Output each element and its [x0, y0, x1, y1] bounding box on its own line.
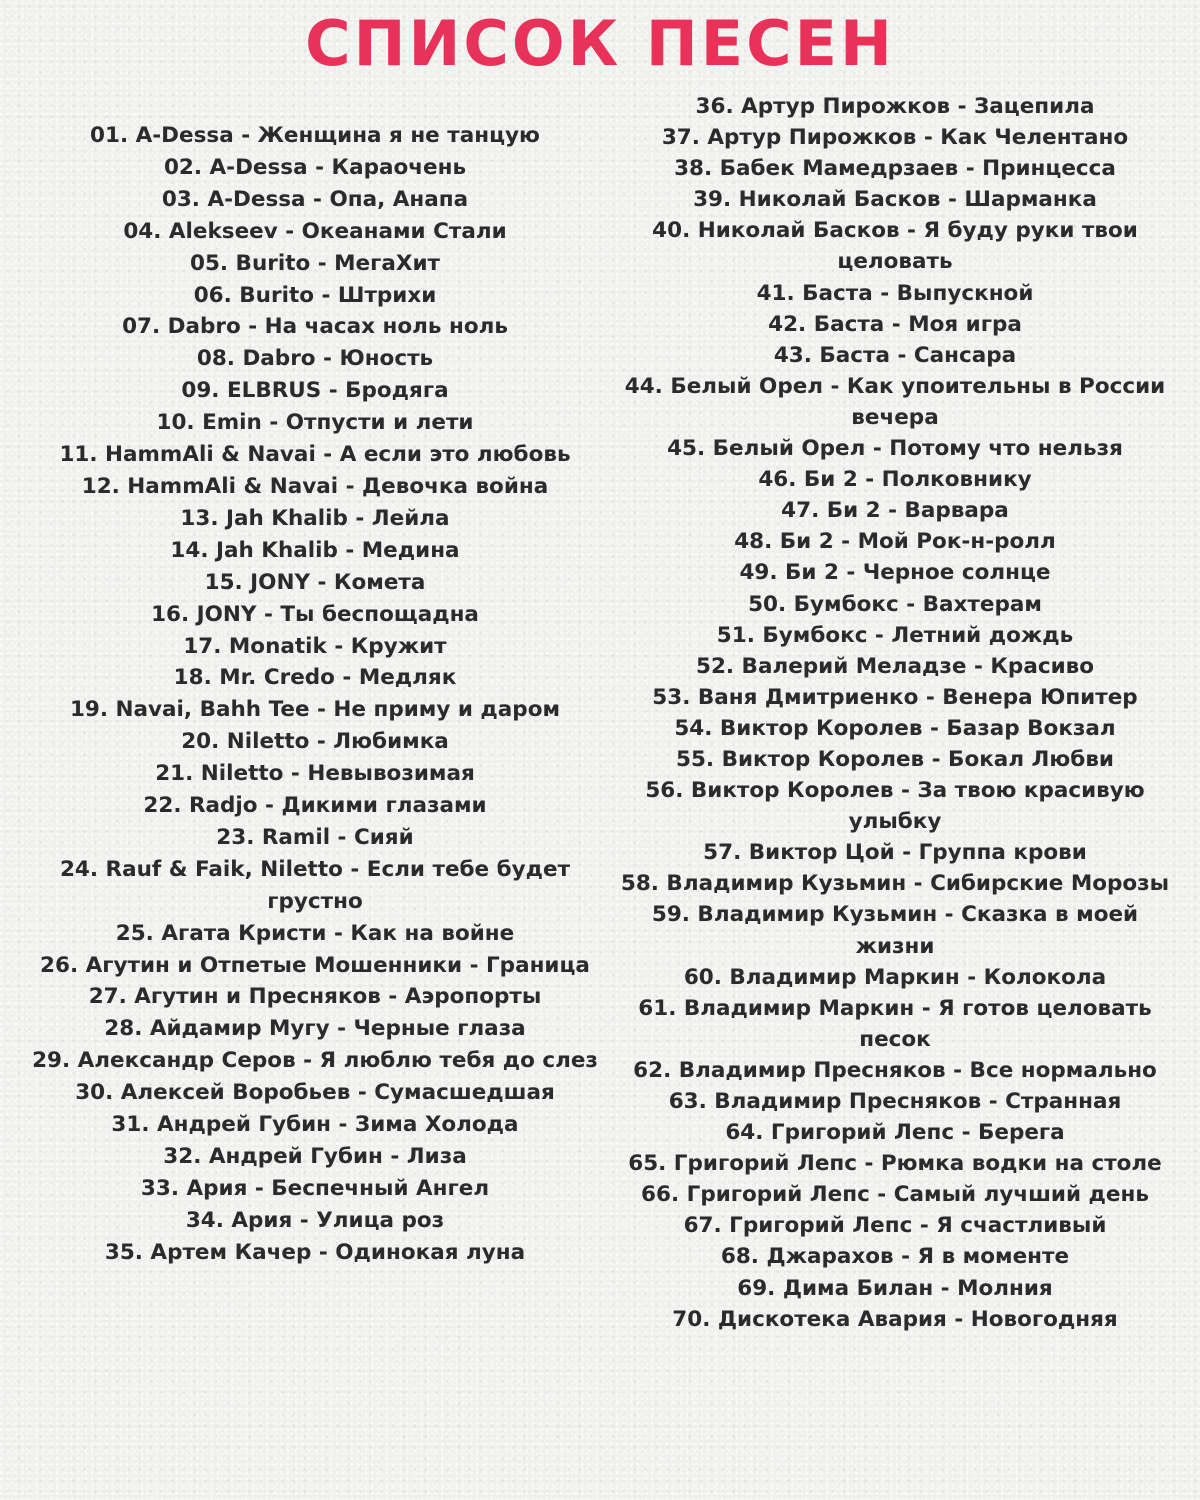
- song-item: 58. Владимир Кузьмин - Сибирские Морозы: [620, 871, 1170, 897]
- song-item: 42. Баста - Моя игра: [768, 311, 1022, 337]
- song-item: 22. Radjo - Дикими глазами: [143, 793, 487, 819]
- song-item: 01. A-Dessa - Женщина я не танцую: [90, 123, 540, 148]
- song-item: 44. Белый Орел - Как упоительны в России вечера: [624, 373, 1166, 430]
- song-item: 21. Niletto - Невывозимая: [155, 761, 475, 787]
- song-item: 35. Артем Качер - Одинокая луна: [104, 1239, 526, 1265]
- song-item: 43. Баста - Сансара: [773, 342, 1017, 368]
- song-item: 15. JONY - Комета: [204, 569, 426, 595]
- song-item: 70. Дискотека Авария - Новогодняя: [672, 1306, 1118, 1332]
- song-item: 37. Артур Пирожков - Как Челентано: [661, 125, 1129, 151]
- song-item: 57. Виктор Цой - Группа крови: [703, 840, 1087, 866]
- song-item: 63. Владимир Пресняков - Странная: [668, 1089, 1122, 1114]
- song-item: 69. Дима Билан - Молния: [737, 1275, 1053, 1301]
- song-item: 09. ELBRUS - Бродяга: [181, 378, 449, 404]
- song-item: 53. Ваня Дмитриенко - Венера Юпитер: [652, 684, 1138, 710]
- song-item: 04. Alekseev - Океанами Стали: [123, 218, 507, 244]
- song-item: 12. HammAli & Navai - Девочка война: [81, 473, 549, 499]
- song-item: 51. Бумбокс - Летний дождь: [716, 622, 1074, 648]
- song-item: 14. Jah Khalib - Медина: [170, 537, 460, 563]
- song-item: 52. Валерий Меладзе - Красиво: [695, 653, 1095, 679]
- song-item: 48. Би 2 - Мой Рок-н-ролл: [734, 529, 1056, 555]
- song-list-right: [610, 91, 1180, 1335]
- song-item: 28. Айдамир Мугу - Черные глаза: [104, 1016, 526, 1042]
- song-item: 08. Dabro - Юность: [196, 346, 434, 372]
- song-item: 39. Николай Басков - Шарманка: [693, 187, 1097, 213]
- song-item: 36. Артур Пирожков - Зацепила: [695, 94, 1095, 119]
- song-item: 64. Григорий Лепс - Берега: [725, 1120, 1065, 1146]
- song-item: 61. Владимир Маркин - Я готов целовать песок: [638, 995, 1152, 1052]
- song-item: 62. Владимир Пресняков - Все нормально: [633, 1057, 1157, 1083]
- song-item: 33. Ария - Беспечный Ангел: [140, 1175, 490, 1201]
- song-item: 19. Navai, Bahh Tee - Не приму и даром: [69, 697, 561, 723]
- song-item: 20. Niletto - Любимка: [181, 729, 449, 755]
- song-item: 29. Александр Серов - Я люблю тебя до слез: [32, 1048, 598, 1074]
- song-item: 60. Владимир Маркин - Колокола: [683, 964, 1107, 990]
- song-item: 03. A-Dessa - Опа, Анапа: [161, 186, 469, 212]
- song-item: 30. Алексей Воробьев - Сумасшедшая: [75, 1080, 555, 1106]
- song-item: 18. Mr. Credo - Медляк: [173, 665, 457, 691]
- song-item: 46. Би 2 - Полковнику: [758, 467, 1032, 493]
- page-title: СПИСОК ПЕСЕН: [305, 7, 895, 80]
- song-item: 40. Николай Басков - Я буду руки твои целовать: [652, 218, 1138, 275]
- song-item: 49. Би 2 - Черное солнце: [739, 560, 1051, 586]
- song-item: 47. Би 2 - Варвара: [781, 498, 1009, 524]
- song-item: 17. Monatik - Кружит: [183, 633, 447, 659]
- song-item: 45. Белый Орел - Потому что нельзя: [667, 436, 1123, 462]
- song-item: 13. Jah Khalib - Лейла: [180, 505, 450, 531]
- song-item: 66. Григорий Лепс - Самый лучший день: [641, 1182, 1149, 1208]
- song-item: 16. JONY - Ты беспощадна: [151, 601, 479, 627]
- song-item: 10. Emin - Отпусти и лети: [156, 410, 474, 436]
- song-item: 24. Rauf & Faik, Niletto - Если тебе будет грустно: [59, 856, 571, 914]
- song-item: 34. Ария - Улица роз: [185, 1207, 445, 1233]
- song-item: 54. Виктор Королев - Базар Вокзал: [674, 715, 1116, 741]
- song-item: 07. Dabro - На часах ноль ноль: [122, 314, 508, 340]
- song-item: 26. Агутин и Отпетые Мошенники - Граница: [40, 952, 590, 978]
- song-item: 05. Burito - МегаХит: [189, 250, 440, 276]
- song-item: 41. Баста - Выпускной: [756, 280, 1034, 306]
- song-item: 68. Джарахов - Я в моменте: [720, 1244, 1070, 1270]
- song-item: 50. Бумбокс - Вахтерам: [748, 591, 1042, 617]
- song-item: 38. Бабек Мамедрзаев - Принцесса: [674, 156, 1116, 182]
- song-item: 59. Владимир Кузьмин - Сказка в моей жизни: [651, 902, 1139, 959]
- song-item: 27. Агутин и Пресняков - Аэропорты: [88, 984, 542, 1010]
- song-item: 02. A-Dessa - Караочень: [163, 154, 467, 180]
- song-item: 32. Андрей Губин - Лиза: [163, 1144, 467, 1169]
- song-item: 23. Ramil - Сияй: [216, 824, 414, 850]
- song-item: 06. Burito - Штрихи: [193, 282, 437, 308]
- song-item: 55. Виктор Королев - Бокал Любви: [676, 746, 1114, 772]
- song-item: 31. Андрей Губин - Зима Холода: [111, 1112, 519, 1138]
- song-item: 56. Виктор Королев - За твою красивую улыбку: [645, 778, 1145, 835]
- song-item: 65. Григорий Лепс - Рюмка водки на столе: [628, 1151, 1162, 1177]
- song-item: 25. Агата Кристи - Как на войне: [115, 920, 515, 946]
- song-list-left: [30, 120, 600, 1269]
- song-item: 11. HammAli & Navai - А если это любовь: [59, 442, 571, 468]
- song-item: 67. Григорий Лепс - Я счастливый: [683, 1213, 1107, 1239]
